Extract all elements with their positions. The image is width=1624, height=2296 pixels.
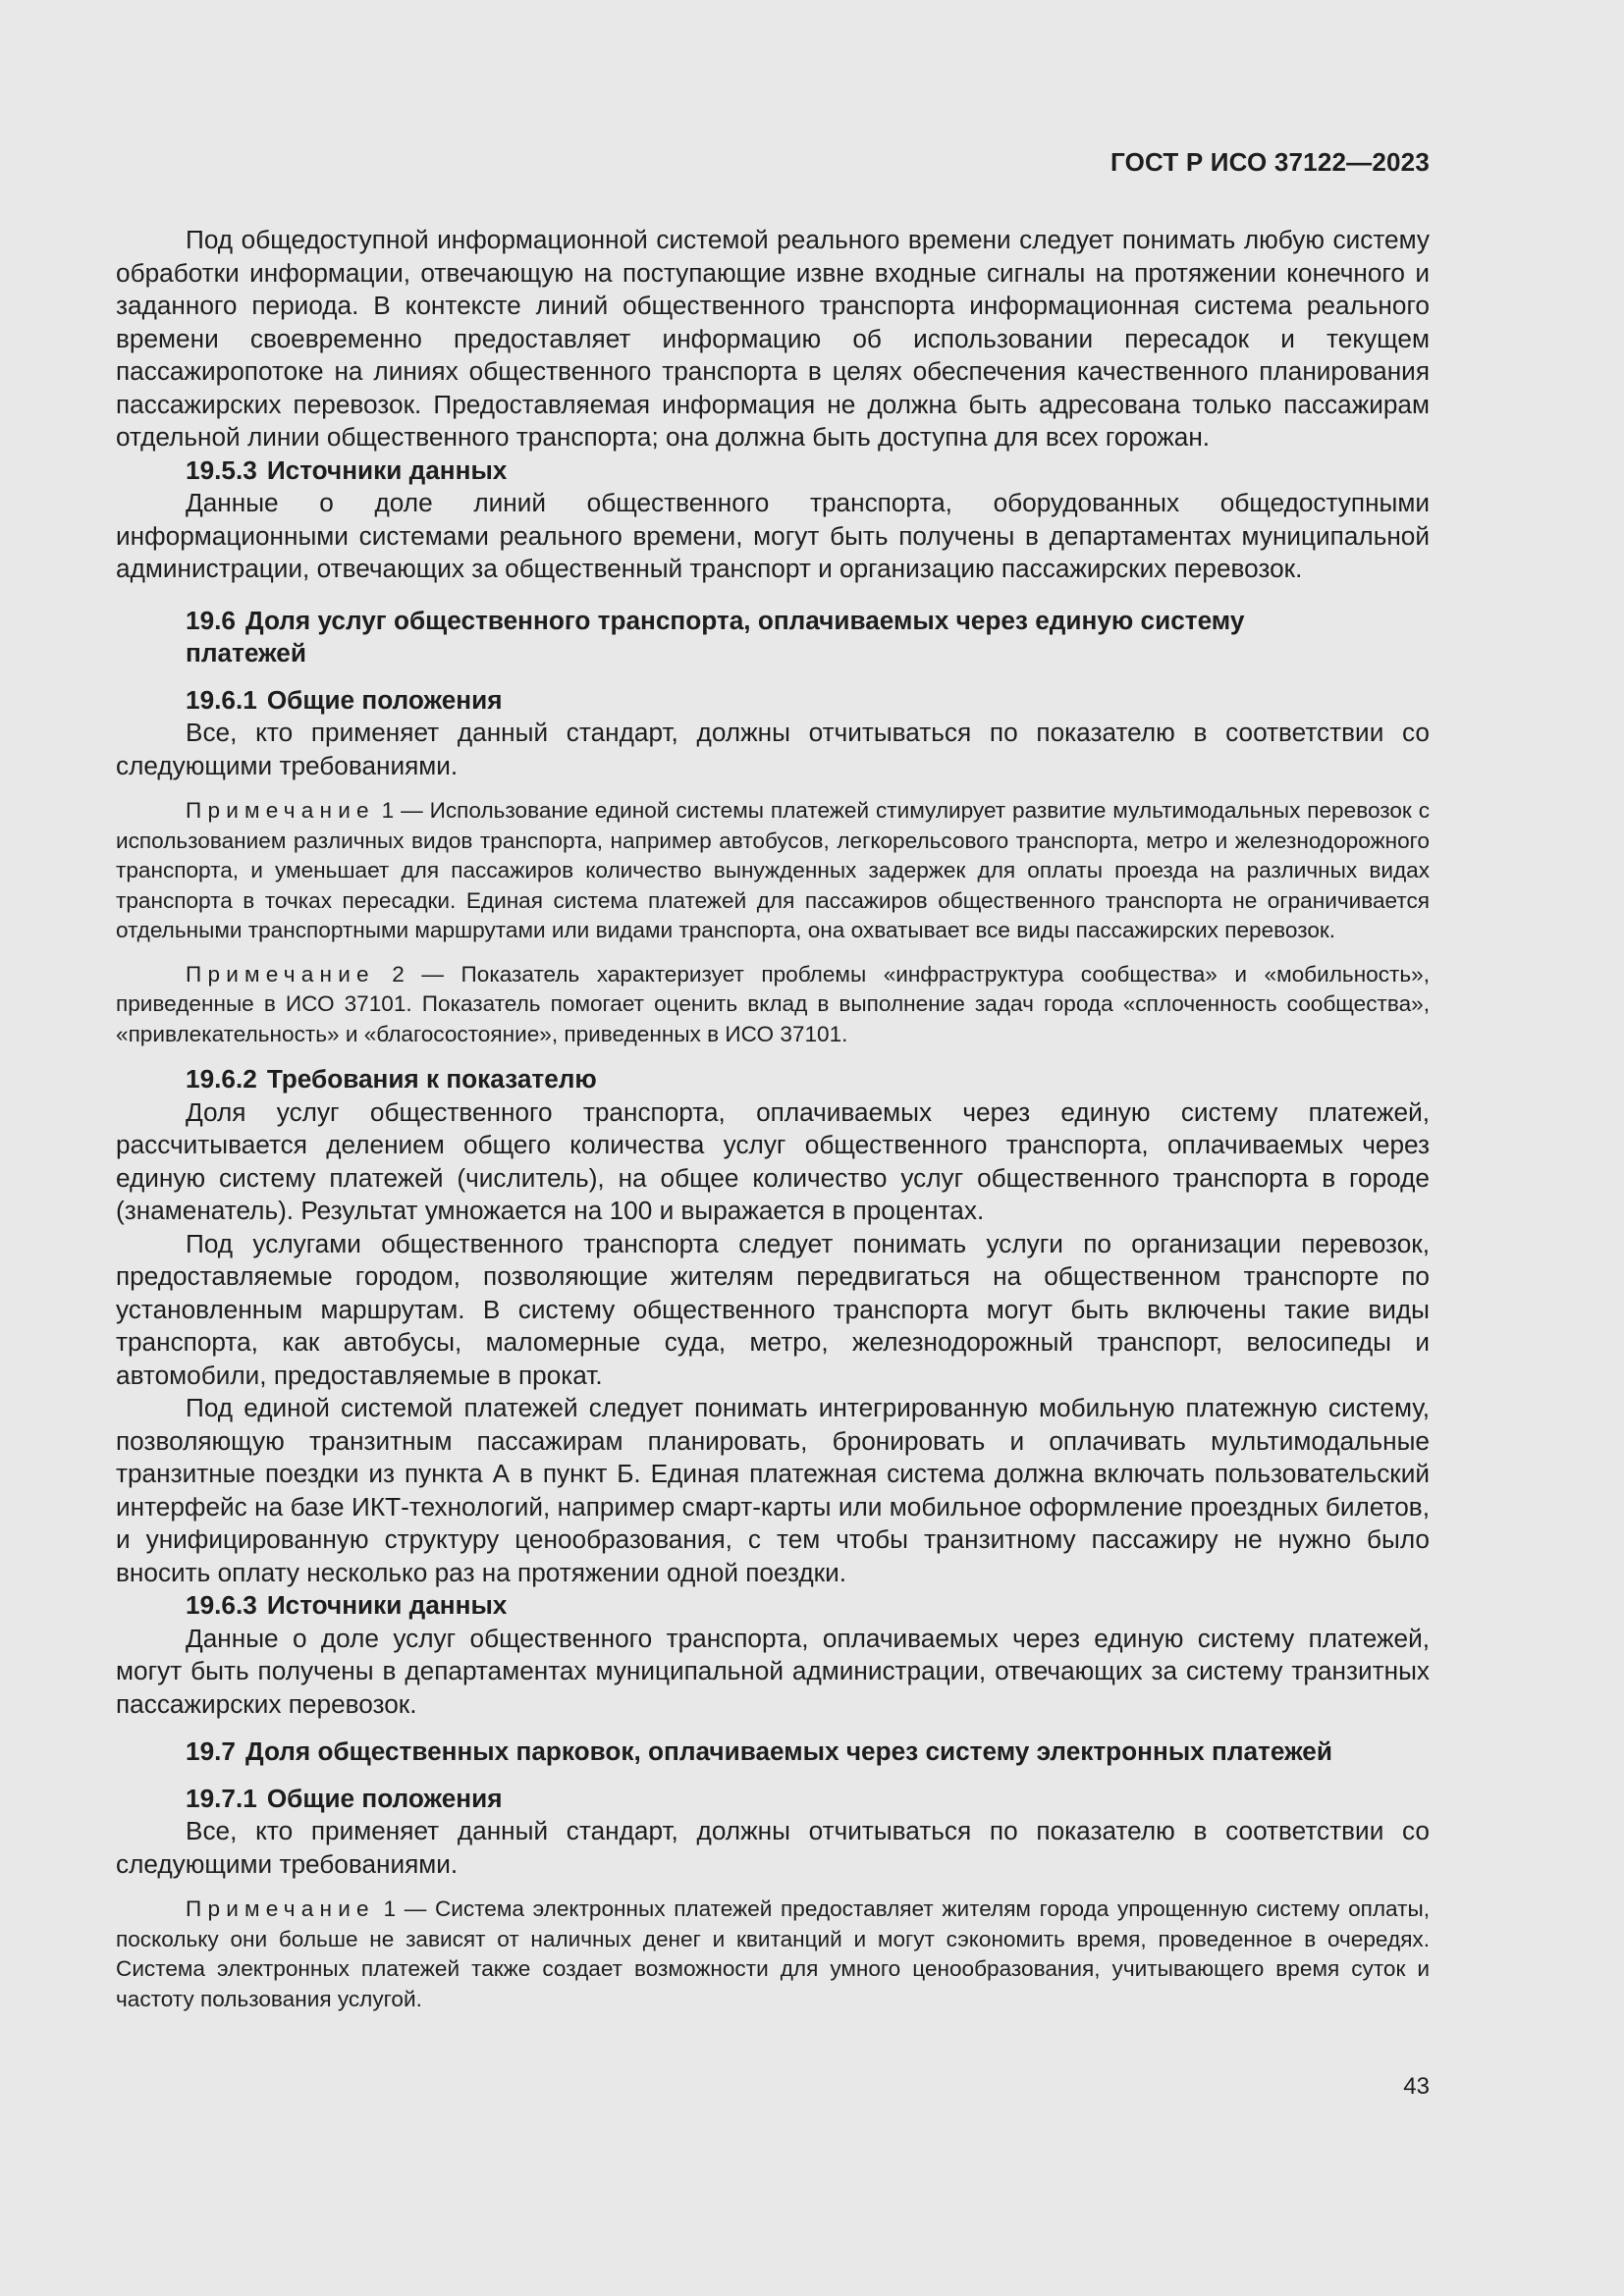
note-2-indicator [116,960,1430,1050]
heading-19-7-1 [116,1783,1430,1816]
heading-title: Требования к показателю [266,1064,597,1094]
note-label: Примечание [186,798,375,823]
paragraph-reporting-requirement: Все, кто применяет данный стандарт, должны отчитываться по показателю в соответствии со следующими требованиями. [116,718,1430,780]
paragraph-transport-services: Под услугами общественного транспорта следует понимать услуги по организации перевозок, предоставляемые городом, позволяющие жителям передвигаться на общественном транспорте по установленным маршрутам. В систему общественного транспорта могут быть включены такие виды транспорта, как автобусы, маломерные суда, метро, железнодорожный транспорт, велосипеды и автомобили, предоставляемые в прокат. [116,1228,1430,1390]
heading-title: Источники данных [266,454,508,485]
heading-number: 19.6 [186,605,236,635]
heading-19-6-1 [116,684,1430,718]
note-text: 2 — Показатель характеризует проблемы «инфраструктура сообщества» и «мобильность», приведенные в ИСО 37101. Показатель помогает оценить вклад в выполнение задач города «сплоченность сообщества», «привлекательность» и «благосостояние», приведенных в ИСО 37101. [116,961,1430,1046]
page-number: 43 [1403,2073,1430,2100]
heading-19-6-3 [116,1589,1430,1623]
heading-19-6 [116,605,1430,670]
heading-19-5-3 [116,454,1430,488]
heading-number: 19.6.2 [186,1064,257,1094]
heading-title: Общие положения [266,684,503,715]
note-1-electronic-payment [116,1895,1430,2014]
paragraph-data-sources-lines: Данные о доле линий общественного транспорта, оборудованных общедоступными информационными системами реального времени, могут быть получены в департаментах муниципальной администрации, отвечающих за общественный транспорт и организацию пассажирских перевозок. [116,488,1430,583]
paragraph-calculation: Доля услуг общественного транспорта, оплачиваемых через единую систему платежей, рассчитывается делением общего количества услуг общественного транспорта, оплачиваемых через единую систему платежей (числитель), на общее количество услуг общественного транспорта в городе (знаменатель). Результат умножается на 100 и выражается в процентах. [116,1096,1430,1225]
heading-title: Доля общественных парковок, оплачиваемых через систему электронных платежей [244,1736,1332,1766]
document-header: ГОСТ Р ИСО 37122—2023 [1110,147,1430,177]
note-label: Примечание [186,961,375,987]
heading-title: Источники данных [266,1590,508,1620]
note-label: Примечание [186,1896,375,1921]
note-1-unified-payment [116,796,1430,946]
heading-19-6-2 [116,1063,1430,1096]
heading-number: 19.7 [186,1736,236,1766]
heading-number: 19.6.3 [186,1590,257,1620]
note-text: 1 — Использование единой системы платежей стимулирует развитие мультимодальных перевозок с использованием различных видов транспорта, например автобусов, легкорельсового транспорта, метро и железнодорожного транспорта, и уменьшает для пассажиров количество вынужденных задержек для оплаты проезда на различных видах транспорта в точках пересадки. Единая система платежей для пассажиров общественного транспорта не ограничивается отдельными транспортными маршрутами или видами транспорта, она охватывает все виды пассажирских перевозок. [116,798,1430,942]
heading-title: Доля услуг общественного транспорта, оплачиваемых через единую систему платежей [186,605,1245,667]
heading-number: 19.7.1 [186,1783,257,1813]
heading-title: Общие положения [266,1783,503,1813]
heading-number: 19.6.1 [186,684,257,715]
note-text: 1 — Система электронных платежей предоставляет жителям города упрощенную систему оплаты, поскольку они больше не зависят от наличных денег и квитанций и могут сэкономить время, проведенное в очередях. Система электронных платежей также создает возможности для умного ценообразования, учитывающего время суток и частоту пользования услугой. [116,1896,1430,2011]
heading-number: 19.5.3 [186,454,257,485]
page-content [116,224,1430,2014]
heading-19-7 [116,1735,1430,1769]
paragraph-data-sources-payments: Данные о доле услуг общественного транспорта, оплачиваемых через единую систему платежей, могут быть получены в департаментах муниципальной администрации, отвечающих за систему транзитных пассажирских перевозок. [116,1623,1430,1719]
paragraph-unified-payment-system: Под единой системой платежей следует понимать интегрированную мобильную платежную систему, позволяющую транзитным пассажирам планировать, бронировать и оплачивать мультимодальные транзитные поездки из пункта А в пункт Б. Единая платежная система должна включать пользовательский интерфейс на базе ИКТ-технологий, например смарт-карты или мобильное оформление проездных билетов, и унифицированную структуру ценообразования, с тем чтобы транзитному пассажиру не нужно было вносить оплату несколько раз на протяжении одной поездки. [116,1393,1430,1587]
paragraph-reporting-requirement-parking: Все, кто применяет данный стандарт, должны отчитываться по показателю в соответствии со следующими требованиями. [116,1816,1430,1879]
paragraph-realtime-definition: Под общедоступной информационной системой реального времени следует понимать любую систему обработки информации, отвечающую на поступающие извне входные сигналы на протяжении конечного и заданного периода. В контексте линий общественного транспорта информационная система реального времени своевременно предоставляет информацию об использовании пересадок и текущем пассажиропотоке на линиях общественного транспорта в целях обеспечения качественного планирования пассажирских перевозок. Предоставляемая информация не должна быть адресована только пассажирам отдельной линии общественного транспорта; она должна быть доступна для всех горожан. [116,225,1430,452]
